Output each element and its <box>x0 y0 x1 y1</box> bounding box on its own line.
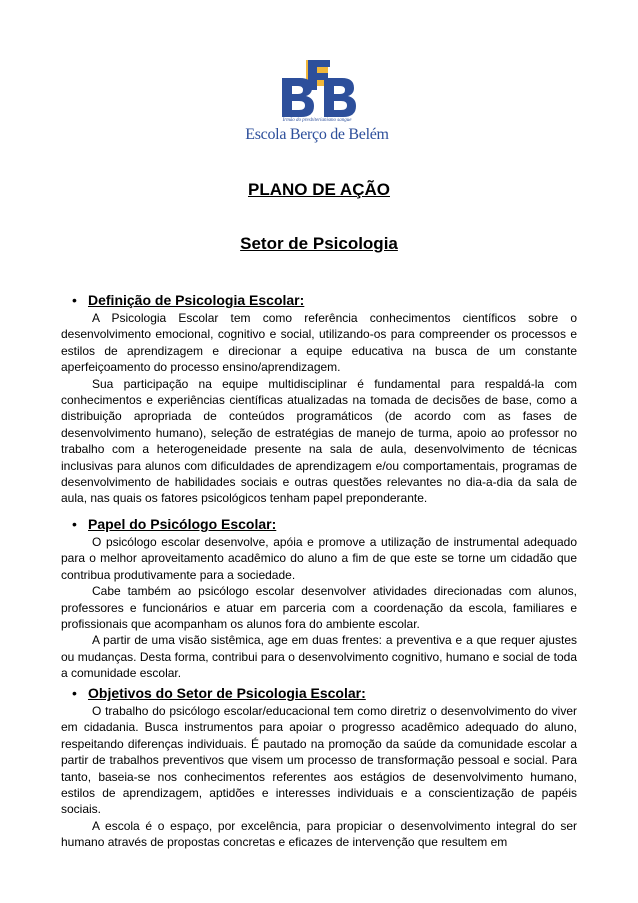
section-heading-text: Objetivos do Setor de Psicologia Escolar: <box>88 685 366 701</box>
bullet-icon: • <box>72 685 77 701</box>
logo-tagline: Irmão do presbiterianismo sangue <box>282 118 352 123</box>
paragraph: O psicólogo escolar desenvolve, apóia e promove a utilização de instrumental adequado para o melhor aproveitamento acadêmico do aluno a fim de que este se torne um cidadão que contribua produtivamente para a sociedade. <box>61 535 577 582</box>
bullet-icon: • <box>72 292 77 308</box>
bfb-monogram-icon <box>238 56 396 118</box>
paragraph: A Psicologia Escolar tem como referência conhecimentos científicos sobre o desenvolvimento emocional, cognitivo e social, utilizando-os para compreender os processos e estilos de aprendizagem e direcionar a equipe educativa na busca de um constante aperfeiçoamento do processo ensino/aprendizagem. <box>61 311 577 375</box>
section-heading <box>61 516 577 532</box>
page-title: PLANO DE AÇÃO <box>248 180 390 199</box>
section-objectives <box>61 685 577 851</box>
section-definition <box>61 292 577 507</box>
bullet-icon: • <box>72 516 77 532</box>
paragraph: O trabalho do psicólogo escolar/educacional tem como diretriz o desenvolvimento do viver em cidadania. Busca instrumentos para apoiar o progresso acadêmico adequado do aluno, respeitando diferenças individuais. É pautado na promoção da saúde da comunidade escolar a partir de trabalhos preventivos que visem um processo de transformação pessoal e social. Para tanto, baseia-se nos conhecimentos referentes aos estágios de desenvolvimento humano, estilos de aprendizagem, aptidões e interesses individuais e a conscientização de papéis sociais. <box>61 704 577 817</box>
section-role <box>61 516 577 682</box>
logo-school-name: Escola Berço de Belém <box>245 126 389 143</box>
section-heading <box>61 685 577 701</box>
paragraph: A partir de uma visão sistêmica, age em duas frentes: a preventiva e a que requer ajustes ou mudanças. Desta forma, contribui para o desenvolvimento cognitivo, humano e social de toda a comunidade escolar. <box>61 633 577 681</box>
section-heading-text: Papel do Psicólogo Escolar: <box>88 516 277 532</box>
school-logo <box>238 56 396 148</box>
paragraph: Sua participação na equipe multidisciplinar é fundamental para respaldá-la com conhecimentos e experiências científicas atualizadas na tomada de decisões de base, como a distribuição apropriada de conteúdos programáticos (de acordo com as fases de desenvolvimento humano), seleção de estratégias de manejo de turma, apoio ao professor no trabalho com a heterogeneidade presente na sala de aula, desenvolvimento de técnicas inclusivas para alunos com dificuldades de aprendizagem e/ou comportamentais, programas de desenvolvimento de habilidades sociais e outras questões relevantes no dia-a-dia da sala de aula, nas quais os fatores psicológicos tenham papel preponderante. <box>61 376 577 506</box>
paragraph: A escola é o espaço, por excelência, para propiciar o desenvolvimento integral do ser humano através de propostas concretas e eficazes de intervenção que resultem em <box>61 818 577 850</box>
section-heading-text: Definição de Psicologia Escolar: <box>88 292 305 308</box>
page-subtitle: Setor de Psicologia <box>240 234 398 253</box>
section-heading <box>61 292 577 308</box>
paragraph: Cabe também ao psicólogo escolar desenvolver atividades direcionadas com alunos, professores e funcionários e atuar em parceria com a coordenação da escola, familiares e profissionais que acompanham os alunos fora do ambiente escolar. <box>61 584 577 632</box>
